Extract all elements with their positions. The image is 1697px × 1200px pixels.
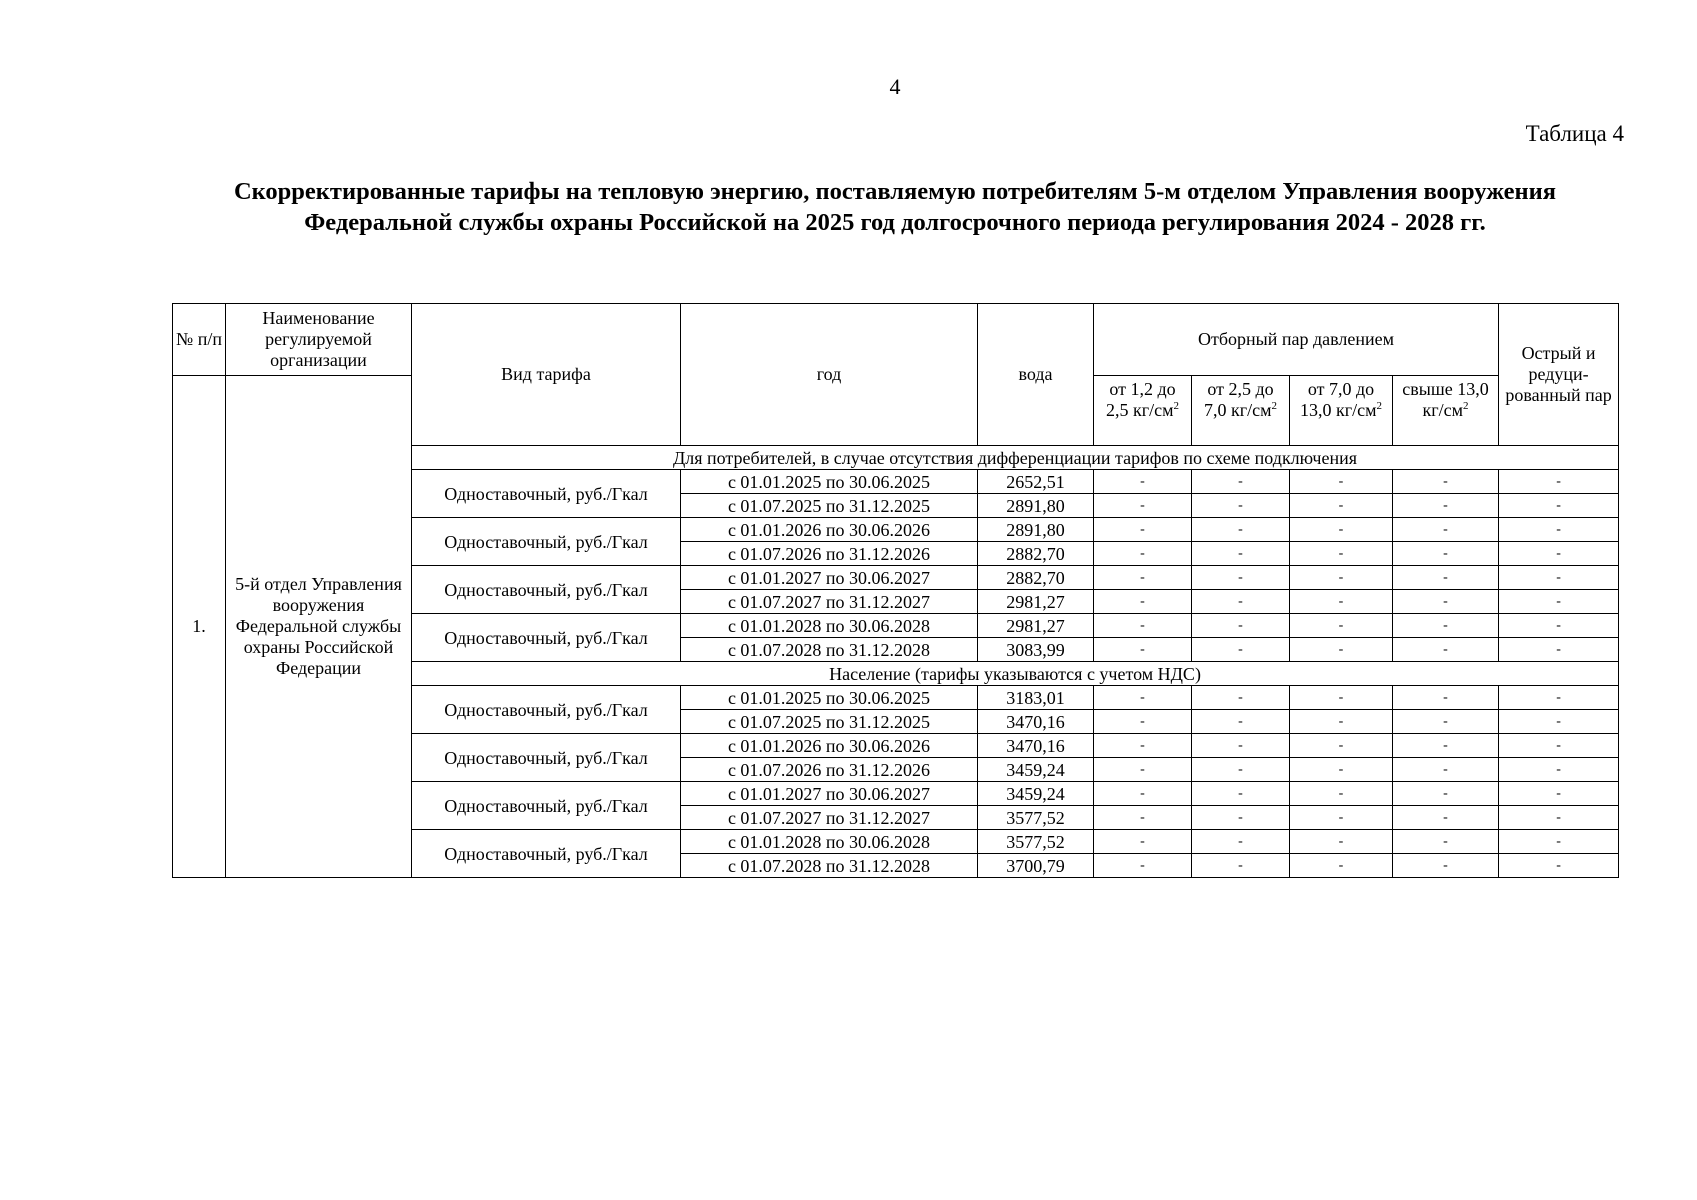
- empty-value-cell: -: [1393, 758, 1499, 782]
- tariff-type-cell: Одноставочный, руб./Гкал: [412, 734, 681, 782]
- empty-value-cell: -: [1393, 494, 1499, 518]
- water-tariff-cell: 3470,16: [978, 734, 1094, 758]
- empty-value-cell: -: [1192, 542, 1290, 566]
- empty-value-cell: -: [1393, 614, 1499, 638]
- period-cell: с 01.07.2025 по 31.12.2025: [681, 710, 978, 734]
- empty-value-cell: -: [1192, 590, 1290, 614]
- empty-value-cell: -: [1499, 686, 1619, 710]
- header-org: Наименование регулируемой организации: [226, 304, 412, 376]
- document-title: Скорректированные тарифы на тепловую энергию, поставляемую потребителям 5-м отделом Управления вооружения Федеральной службы охраны Российской на 2025 год долгосрочного периода регулирования 2024 - 2028 гг.: [233, 178, 1557, 236]
- header-steam-group: Отборный пар давлением: [1094, 304, 1499, 376]
- empty-value-cell: -: [1499, 782, 1619, 806]
- period-cell: с 01.07.2028 по 31.12.2028: [681, 638, 978, 662]
- water-tariff-cell: 3459,24: [978, 782, 1094, 806]
- period-cell: с 01.07.2025 по 31.12.2025: [681, 494, 978, 518]
- empty-value-cell: -: [1499, 590, 1619, 614]
- empty-value-cell: -: [1192, 734, 1290, 758]
- header-steam-1-2: от 1,2 до 2,5 $кг/см^2$: [1094, 376, 1192, 446]
- empty-value-cell: -: [1393, 542, 1499, 566]
- empty-value-cell: -: [1499, 470, 1619, 494]
- empty-value-cell: -: [1499, 854, 1619, 878]
- empty-value-cell: -: [1499, 494, 1619, 518]
- empty-value-cell: -: [1499, 614, 1619, 638]
- empty-value-cell: -: [1393, 566, 1499, 590]
- water-tariff-cell: 2891,80: [978, 518, 1094, 542]
- empty-value-cell: -: [1094, 806, 1192, 830]
- empty-value-cell: -: [1290, 758, 1393, 782]
- period-cell: с 01.01.2025 по 30.06.2025: [681, 470, 978, 494]
- empty-value-cell: -: [1290, 806, 1393, 830]
- empty-value-cell: -: [1094, 710, 1192, 734]
- empty-value-cell: -: [1192, 518, 1290, 542]
- period-cell: с 01.07.2028 по 31.12.2028: [681, 854, 978, 878]
- empty-value-cell: -: [1192, 638, 1290, 662]
- empty-value-cell: -: [1393, 806, 1499, 830]
- empty-value-cell: -: [1393, 470, 1499, 494]
- empty-value-cell: -: [1192, 782, 1290, 806]
- period-cell: с 01.01.2028 по 30.06.2028: [681, 830, 978, 854]
- tariff-type-cell: Одноставочный, руб./Гкал: [412, 518, 681, 566]
- water-tariff-cell: 3700,79: [978, 854, 1094, 878]
- empty-value-cell: -: [1290, 854, 1393, 878]
- period-cell: с 01.07.2026 по 31.12.2026: [681, 542, 978, 566]
- water-tariff-cell: 2981,27: [978, 614, 1094, 638]
- empty-value-cell: -: [1192, 470, 1290, 494]
- empty-value-cell: -: [1393, 590, 1499, 614]
- empty-value-cell: -: [1393, 686, 1499, 710]
- header-sharp-steam: Острый и редуци-рованный пар: [1499, 304, 1619, 446]
- period-cell: с 01.01.2027 по 30.06.2027: [681, 566, 978, 590]
- empty-value-cell: -: [1290, 686, 1393, 710]
- empty-value-cell: -: [1499, 638, 1619, 662]
- empty-value-cell: -: [1094, 590, 1192, 614]
- empty-value-cell: -: [1499, 806, 1619, 830]
- empty-value-cell: -: [1192, 686, 1290, 710]
- empty-value-cell: -: [1290, 590, 1393, 614]
- table-label: Таблица 4: [1525, 121, 1624, 146]
- water-tariff-cell: 2891,80: [978, 494, 1094, 518]
- empty-value-cell: -: [1192, 854, 1290, 878]
- empty-value-cell: -: [1094, 734, 1192, 758]
- empty-value-cell: -: [1094, 782, 1192, 806]
- empty-value-cell: -: [1290, 470, 1393, 494]
- period-cell: с 01.07.2027 по 31.12.2027: [681, 806, 978, 830]
- organization-name: 5-й отдел Управления вооружения Федеральной службы охраны Российской Федерации: [226, 376, 412, 878]
- water-tariff-cell: 2981,27: [978, 590, 1094, 614]
- period-cell: с 01.01.2027 по 30.06.2027: [681, 782, 978, 806]
- empty-value-cell: -: [1094, 470, 1192, 494]
- empty-value-cell: -: [1499, 542, 1619, 566]
- empty-value-cell: -: [1094, 686, 1192, 710]
- empty-value-cell: -: [1499, 566, 1619, 590]
- empty-value-cell: -: [1393, 854, 1499, 878]
- header-tariff-type: Вид тарифа: [412, 304, 681, 446]
- empty-value-cell: -: [1192, 494, 1290, 518]
- period-cell: с 01.07.2026 по 31.12.2026: [681, 758, 978, 782]
- water-tariff-cell: 3577,52: [978, 830, 1094, 854]
- empty-value-cell: -: [1094, 854, 1192, 878]
- tariff-type-cell: Одноставочный, руб./Гкал: [412, 686, 681, 734]
- empty-value-cell: -: [1393, 830, 1499, 854]
- empty-value-cell: -: [1192, 710, 1290, 734]
- empty-value-cell: -: [1290, 782, 1393, 806]
- water-tariff-cell: 3083,99: [978, 638, 1094, 662]
- header-steam-13-0: свыше 13,0 $кг/см^2$: [1393, 376, 1499, 446]
- header-num: № п/п: [173, 304, 226, 376]
- empty-value-cell: -: [1094, 542, 1192, 566]
- empty-value-cell: -: [1393, 638, 1499, 662]
- empty-value-cell: -: [1094, 494, 1192, 518]
- period-cell: с 01.01.2026 по 30.06.2026: [681, 518, 978, 542]
- tariff-type-cell: Одноставочный, руб./Гкал: [412, 470, 681, 518]
- empty-value-cell: -: [1393, 710, 1499, 734]
- empty-value-cell: -: [1290, 638, 1393, 662]
- period-cell: с 01.01.2028 по 30.06.2028: [681, 614, 978, 638]
- empty-value-cell: -: [1192, 758, 1290, 782]
- water-tariff-cell: 2882,70: [978, 542, 1094, 566]
- empty-value-cell: -: [1499, 710, 1619, 734]
- water-tariff-cell: 3577,52: [978, 806, 1094, 830]
- tariff-type-cell: Одноставочный, руб./Гкал: [412, 782, 681, 830]
- empty-value-cell: -: [1499, 734, 1619, 758]
- empty-value-cell: -: [1094, 830, 1192, 854]
- empty-value-cell: -: [1094, 758, 1192, 782]
- empty-value-cell: -: [1094, 614, 1192, 638]
- tariff-table: [172, 303, 1619, 878]
- empty-value-cell: -: [1192, 614, 1290, 638]
- empty-value-cell: -: [1094, 638, 1192, 662]
- empty-value-cell: -: [1192, 806, 1290, 830]
- empty-value-cell: -: [1290, 710, 1393, 734]
- empty-value-cell: -: [1499, 758, 1619, 782]
- empty-value-cell: -: [1393, 518, 1499, 542]
- section-title: Население (тарифы указываются с учетом НДС): [412, 662, 1619, 686]
- period-cell: с 01.01.2026 по 30.06.2026: [681, 734, 978, 758]
- empty-value-cell: -: [1094, 518, 1192, 542]
- empty-value-cell: -: [1290, 518, 1393, 542]
- empty-value-cell: -: [1290, 494, 1393, 518]
- empty-value-cell: -: [1499, 830, 1619, 854]
- empty-value-cell: -: [1290, 734, 1393, 758]
- water-tariff-cell: 2882,70: [978, 566, 1094, 590]
- water-tariff-cell: 3183,01: [978, 686, 1094, 710]
- empty-value-cell: -: [1094, 566, 1192, 590]
- period-cell: с 01.01.2025 по 30.06.2025: [681, 686, 978, 710]
- empty-value-cell: -: [1290, 830, 1393, 854]
- tariff-type-cell: Одноставочный, руб./Гкал: [412, 614, 681, 662]
- header-water: вода: [978, 304, 1094, 446]
- empty-value-cell: -: [1192, 566, 1290, 590]
- section-title: Для потребителей, в случае отсутствия дифференциации тарифов по схеме подключения: [412, 446, 1619, 470]
- page-number: 4: [889, 74, 901, 99]
- empty-value-cell: -: [1290, 542, 1393, 566]
- empty-value-cell: -: [1393, 734, 1499, 758]
- water-tariff-cell: 2652,51: [978, 470, 1094, 494]
- row-number: 1.: [173, 376, 226, 878]
- empty-value-cell: -: [1499, 518, 1619, 542]
- period-cell: с 01.07.2027 по 31.12.2027: [681, 590, 978, 614]
- empty-value-cell: -: [1290, 566, 1393, 590]
- header-steam-2-5: от 2,5 до 7,0 $кг/см^2$: [1192, 376, 1290, 446]
- water-tariff-cell: 3470,16: [978, 710, 1094, 734]
- empty-value-cell: -: [1290, 614, 1393, 638]
- header-steam-7-0: от 7,0 до 13,0 $кг/см^2$: [1290, 376, 1393, 446]
- water-tariff-cell: 3459,24: [978, 758, 1094, 782]
- header-year: год: [681, 304, 978, 446]
- header-row-1: [173, 304, 1619, 376]
- tariff-type-cell: Одноставочный, руб./Гкал: [412, 830, 681, 878]
- empty-value-cell: -: [1192, 830, 1290, 854]
- tariff-type-cell: Одноставочный, руб./Гкал: [412, 566, 681, 614]
- empty-value-cell: -: [1393, 782, 1499, 806]
